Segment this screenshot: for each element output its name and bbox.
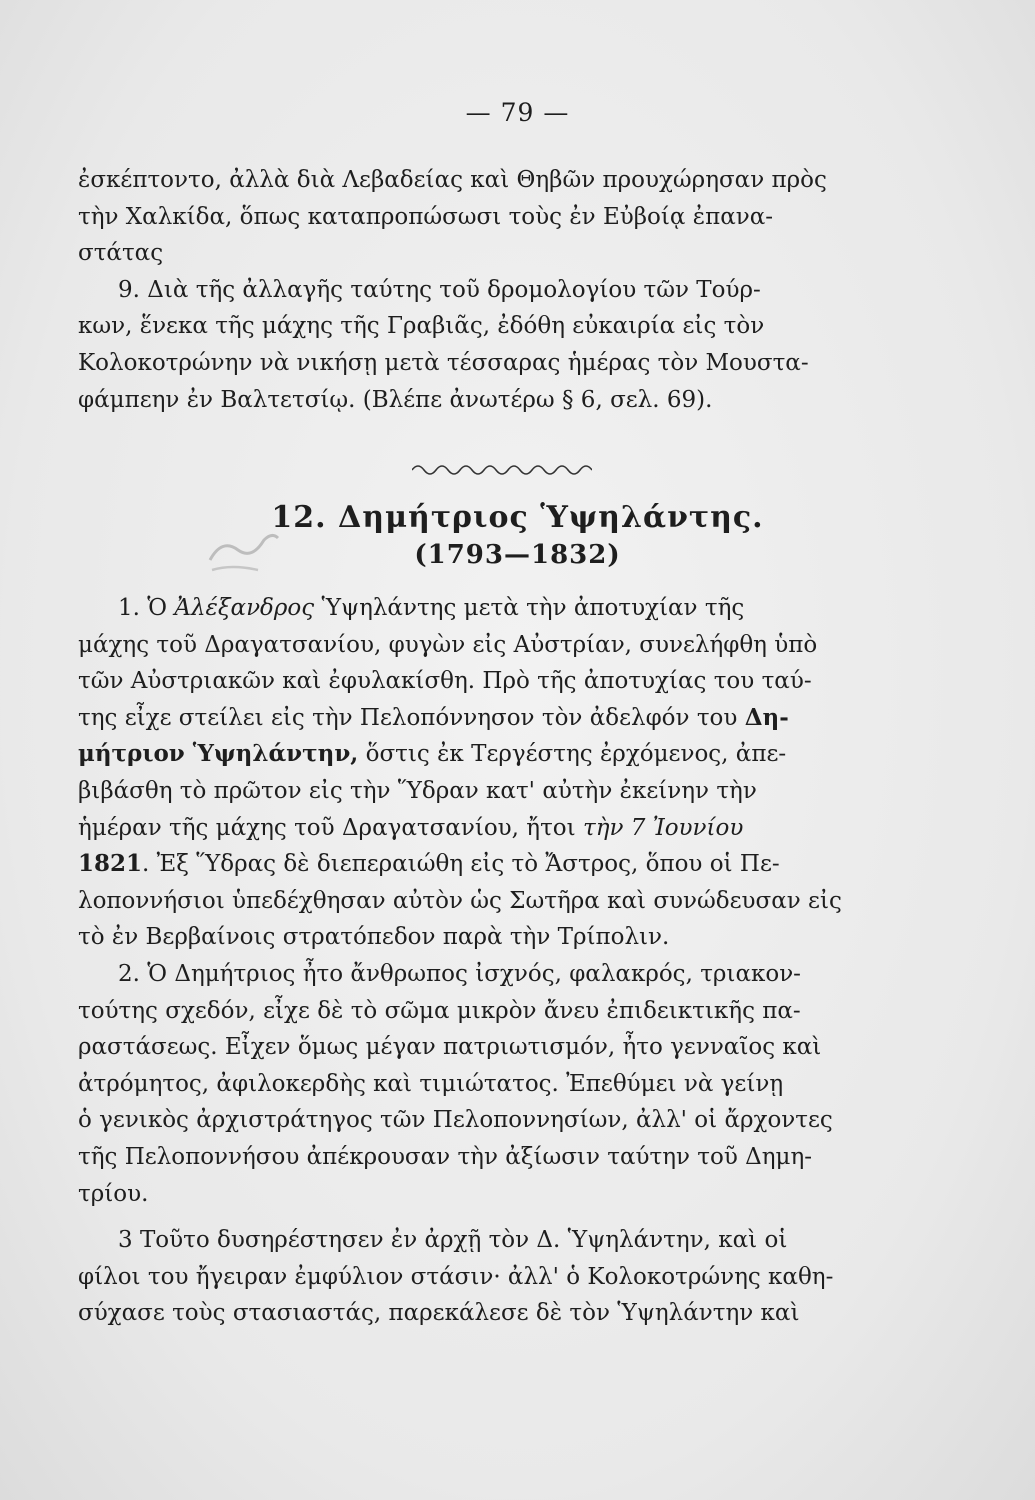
text-span: της εἶχε στείλει εἰς τὴν Πελοπόννησον τὸν ἀδελφόν του — [78, 704, 745, 731]
page-number: — 79 — — [465, 98, 570, 127]
paragraph-3-line: σύχασε τοὺς στασιαστάς, παρεκάλεσε δὲ τὸν Ὑψηλάντην καὶ — [78, 1300, 800, 1327]
paragraph-2-line: 2. Ὁ Δημήτριος ἦτο ἄνθρωπος ἰσχνός, φαλακρός, τριακον- — [118, 960, 801, 987]
bold-name: μήτριον Ὑψηλάντην, — [78, 740, 359, 768]
paragraph-1-line — [78, 846, 902, 883]
paragraph-9-line: κων, ἕνεκα τῆς μάχης τῆς Γραβιᾶς, ἐδόθη εὐκαιρία εἰς τὸν — [78, 313, 765, 340]
bold-name: Δη- — [744, 703, 789, 731]
italic-name: Ἀλέξανδρος — [174, 595, 315, 621]
paragraph-3-line: φίλοι του ἤγειραν ἐμφύλιον στάσιν· ἀλλ' ὁ Κολοκοτρώνης καθη- — [78, 1263, 834, 1290]
paragraph-1-line — [78, 810, 902, 847]
section-years: (1793—1832) — [414, 540, 621, 570]
text-line: τὴν Χαλκίδα, ὅπως καταπροπώσωσι τοὺς ἐν Εὐβοίᾳ ἐπανα- — [78, 203, 774, 230]
paragraph-1-line — [78, 736, 902, 773]
paragraph-1-line: μάχης τοῦ Δραγατσανίου, φυγὼν εἰς Αὐστρίαν, συνελήφθη ὑπὸ — [78, 631, 818, 658]
paragraph-9-line: 9. Διὰ τῆς ἀλλαγῆς ταύτης τοῦ δρομολογίου τῶν Τούρ- — [118, 276, 761, 303]
bold-year: 1821 — [78, 850, 143, 878]
paragraph-1-line — [78, 590, 902, 627]
text-span: ὅστις ἐκ Τεργέστης ἐρχόμενος, ἀπε- — [358, 741, 787, 768]
text-line: ἐσκέπτοντο, ἀλλὰ διὰ Λεβαδείας καὶ Θηβῶν προυχώρησαν πρὸς — [78, 167, 827, 193]
text-span: Ὑψηλάντης μετὰ τὴν ἀποτυχίαν τῆς — [314, 595, 745, 621]
text-span: ἡμέραν τῆς μάχης τοῦ Δραγατσανίου, ἤτοι — [78, 814, 583, 841]
paragraph-2-line: ἀτρόμητος, ἀφιλοκερδὴς καὶ τιμιώτατος. Ἐπεθύμει νὰ γείνῃ — [78, 1070, 784, 1097]
paragraph-1-line: τῶν Αὐστριακῶν καὶ ἐφυλακίσθη. Πρὸ τῆς ἀποτυχίας του ταύ- — [78, 668, 812, 695]
paragraph-2-line: ὁ γενικὸς ἀρχιστράτηγος τῶν Πελοποννησίων, ἀλλ' οἱ ἄρχοντες — [78, 1107, 833, 1134]
text-span: . Ἐξ Ὕδρας δὲ διεπεραιώθη εἰς τὸ Ἄστρος, ὅπου οἱ Πε- — [142, 851, 780, 878]
paragraph-1-line — [78, 700, 902, 737]
wavy-divider-ornament — [412, 460, 592, 476]
faded-ink-stamp — [202, 520, 282, 576]
paragraph-2-line: τῆς Πελοποννήσου ἀπέκρουσαν τὴν ἀξίωσιν ταύτην τοῦ Δημη- — [78, 1143, 813, 1170]
text-block-intro — [78, 162, 902, 418]
paragraph-9-line: φάμπεην ἐν Βαλτετσίῳ. (Βλέπε ἀνωτέρω § 6, σελ. 69). — [78, 386, 713, 413]
paragraph-1-line: λοποννήσιοι ὑπεδέχθησαν αὐτὸν ὡς Σωτῆρα καὶ συνώδευσαν εἰς — [78, 887, 842, 914]
paragraph-2-line: τούτης σχεδόν, εἶχε δὲ τὸ σῶμα μικρὸν ἄνευ ἐπιδεικτικῆς πα- — [78, 997, 801, 1024]
text-block-section-12 — [78, 590, 902, 1332]
paragraph-2-line: τρίου. — [78, 1180, 149, 1207]
italic-date: τὴν 7 Ἰουνίου — [582, 814, 744, 841]
text-line: στάτας — [78, 240, 164, 267]
paragraph-3-line: 3 Τοῦτο δυσηρέστησεν ἐν ἀρχῇ τὸν Δ. Ὑψηλάντην, καὶ οἱ — [118, 1227, 788, 1254]
paragraph-1-line: τὸ ἐν Βερβαίνοις στρατόπεδον παρὰ τὴν Τρίπολιν. — [78, 924, 670, 951]
paragraph-1-line: βιβάσθη τὸ πρῶτον εἰς τὴν Ὕδραν κατ' αὐτὴν ἐκείνην τὴν — [78, 777, 757, 804]
paragraph-9-line: Κολοκοτρώνην νὰ νικήσῃ μετὰ τέσσαρας ἡμέρας τὸν Μουστα- — [78, 349, 809, 376]
section-title: 12. Δημήτριος Ὑψηλάντης. — [271, 500, 764, 535]
paragraph-2-line: ραστάσεως. Εἶχεν ὅμως μέγαν πατριωτισμόν, ἦτο γενναῖος καὶ — [78, 1034, 822, 1061]
text-span: 1. Ὁ — [118, 595, 175, 621]
